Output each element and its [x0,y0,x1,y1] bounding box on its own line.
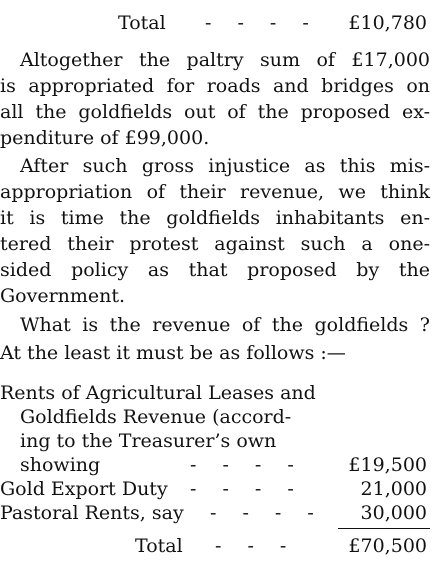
second-total-label: Total [135,535,183,557]
revenue-item-line: Pastoral Rents, say [0,502,184,524]
revenue-item-line: Gold Export Duty [0,478,168,500]
first-total-amount: £10,780 [348,12,427,34]
first-total-dashes: - - - - [205,12,319,34]
revenue-item-dashes: - - - - [210,502,324,524]
second-total-amount: £70,500 [348,535,427,557]
paragraph-line: What is the revenue of the goldfields ? [20,314,430,336]
revenue-item-amount: 30,000 [360,502,427,524]
paragraph-line: After such gross injustice as this mis- [20,155,430,177]
paragraph-line: all the goldfields out of the proposed ex- [0,101,430,123]
paragraph-line: it is time the goldfields inhabitants en- [0,207,430,229]
paragraph-line: tered their protest against such a one- [0,233,430,255]
sum-rule [338,528,430,529]
second-total-dashes: - - - [215,535,297,557]
paragraph-line: is appropriated for roads and bridges on [0,75,430,97]
paragraph-line: Government. [0,285,126,307]
revenue-item-line: showing [20,454,101,476]
paragraph-line: Altogether the paltry sum of £17,000 [20,49,430,71]
first-total-label: Total [118,12,166,34]
revenue-item-amount: £19,500 [348,454,427,476]
paragraph-line: appropriation of their revenue, we think [0,181,430,203]
paragraph-line: penditure of £99,000. [0,127,210,149]
revenue-item-dashes: - - - - [190,478,304,500]
paragraph-line: At the least it must be as follows :— [0,342,346,364]
revenue-item-line: Goldfields Revenue (accord- [20,406,292,428]
paragraph-line: sided policy as that proposed by the [0,259,430,281]
revenue-item-line: Rents of Agricultural Leases and [0,382,316,404]
revenue-item-amount: 21,000 [360,478,427,500]
revenue-item-line: ing to the Treasurer’s own [20,430,277,452]
revenue-item-dashes: - - - - [190,454,304,476]
